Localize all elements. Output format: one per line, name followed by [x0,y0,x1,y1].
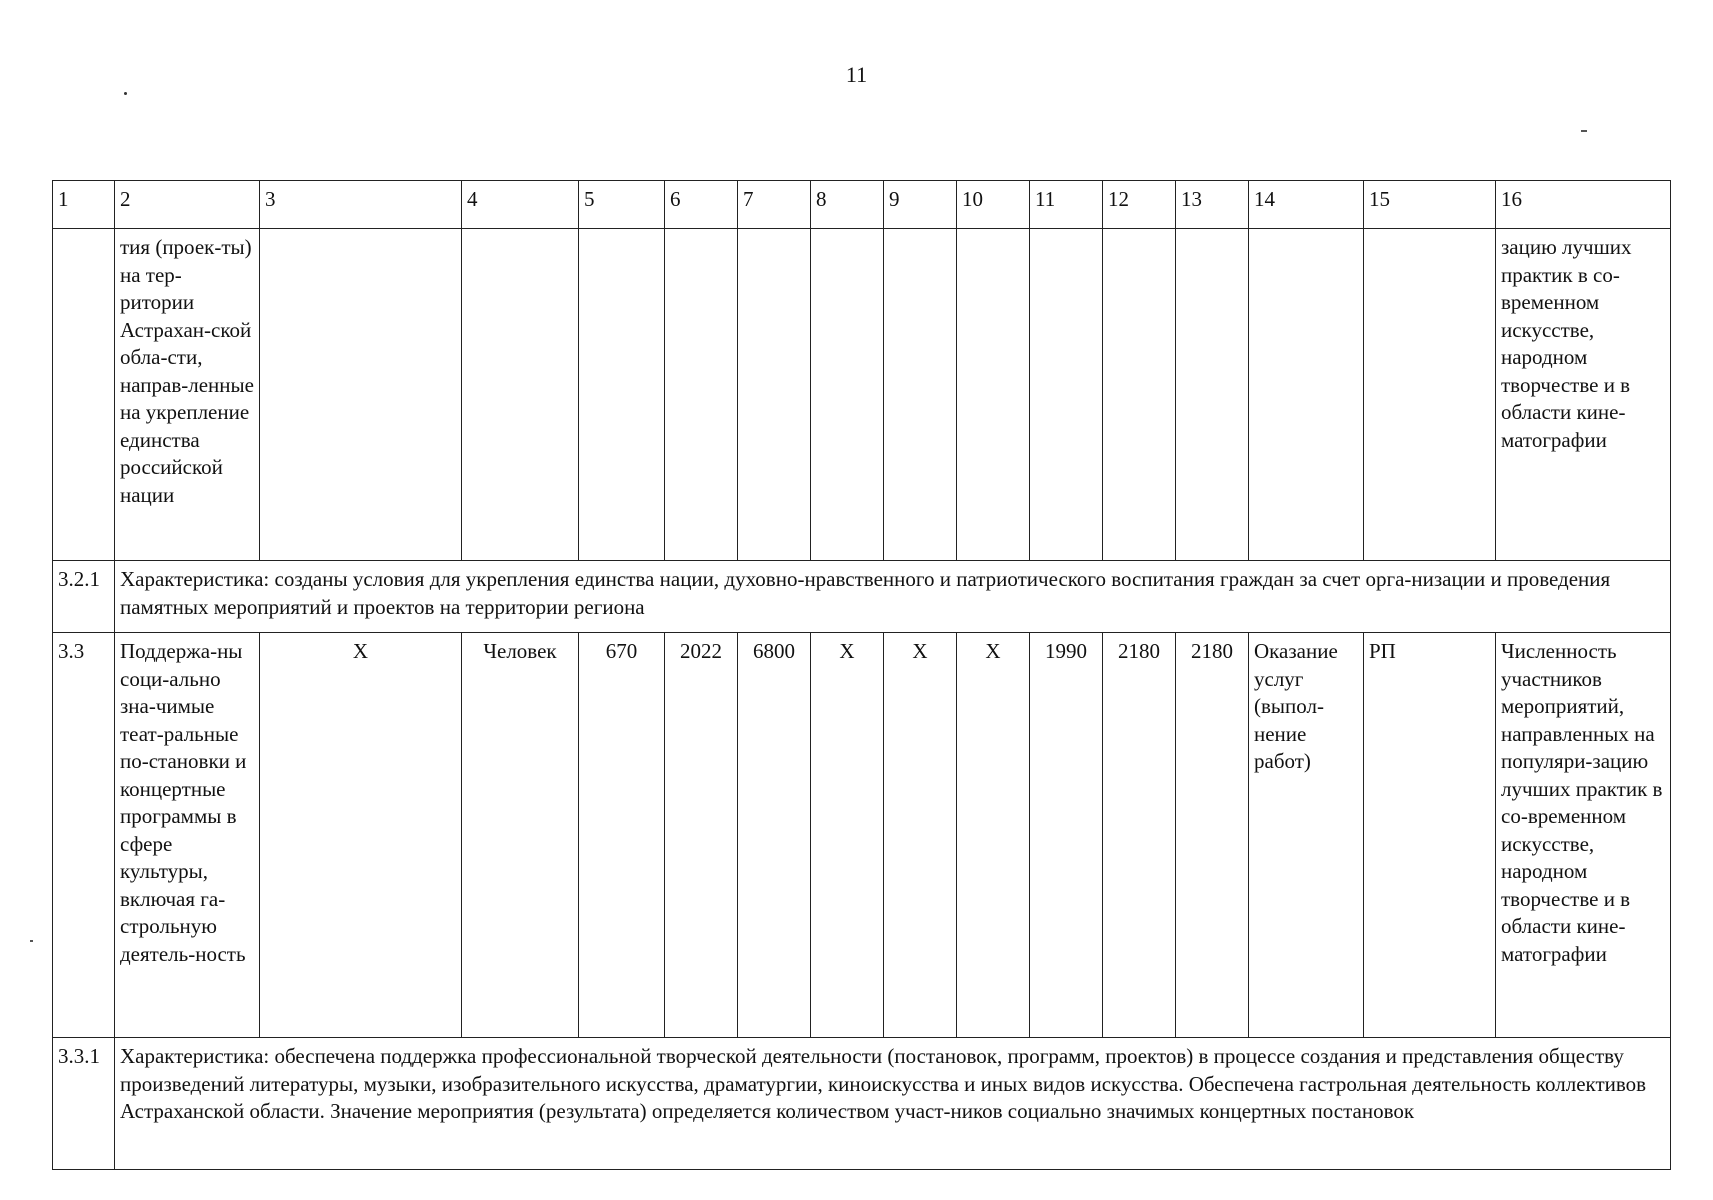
header-cell: 10 [957,181,1030,229]
activity-name-continued: тия (проек-ты) на тер-ритории Астрахан-ской обла-сти, направ-ленные на укрепление единства российской нации [115,229,260,561]
indicator-cell: Численность участников мероприятий, направленных на популяри-зацию лучших практик в со-временном искусстве, народном творчестве и в области кине-матографии [1496,633,1671,1038]
indicators-table [52,180,1671,1170]
characteristic-text: Характеристика: обеспечена поддержка профессиональной творческой деятельности (постановок, программ, проектов) в процессе создания и представления обществу произведений литературы, музыки, изобразительного искусства, драматургии, киноискусства и иных видов искусства. Обеспечена гастрольная деятельность коллективов Астраханской области. Значение мероприятия (результата) определяется количеством участ-ников социально значимых концертных постановок [115,1038,1671,1170]
table-cell: X [811,633,884,1038]
table-cell: 1990 [1030,633,1103,1038]
header-cell: 7 [738,181,811,229]
table-cell: 670 [579,633,665,1038]
activity-name: Поддержа-ны соци-ально зна-чимые теат-ральные по-становки и концертные программы в сфере культуры, включая га-строльную деятель-ность [115,633,260,1038]
table-cell [738,229,811,561]
table-cell: 2180 [1176,633,1249,1038]
table-cell [53,229,115,561]
characteristic-text: Характеристика: созданы условия для укрепления единства нации, духовно-нравственного и патриотического воспитания граждан за счет орга-низации и проведения памятных мероприятий и проектов на территории региона [115,561,1671,633]
page-number: 11 [845,62,868,87]
row-number: 3.3.1 [53,1038,115,1170]
header-cell: 1 [53,181,115,229]
header-cell: 16 [1496,181,1671,229]
table-cell: 2180 [1103,633,1176,1038]
scan-speck [124,92,127,95]
table-cell: X [260,633,462,1038]
table-cell: РП [1364,633,1496,1038]
table-cell [1364,229,1496,561]
table-cell [579,229,665,561]
table-cell: X [884,633,957,1038]
table-row [53,633,1671,1038]
header-cell: 9 [884,181,957,229]
table-row [53,229,1671,561]
table-cell [462,229,579,561]
header-cell: 8 [811,181,884,229]
header-cell: 15 [1364,181,1496,229]
table-cell [260,229,462,561]
type-cell: Оказание услуг (выпол-нение работ) [1249,633,1364,1038]
row-number: 3.2.1 [53,561,115,633]
header-cell: 3 [260,181,462,229]
unit-cell: Человек [462,633,579,1038]
table-row [53,561,1671,633]
header-row [53,181,1671,229]
table-row [53,1038,1671,1170]
table-cell [1030,229,1103,561]
indicator-continued: зацию лучших практик в со-временном искусстве, народном творчестве и в области кине-матографии [1496,229,1671,561]
row-number: 3.3 [53,633,115,1038]
table-cell [1176,229,1249,561]
header-cell: 6 [665,181,738,229]
header-cell: 2 [115,181,260,229]
header-cell: 14 [1249,181,1364,229]
scan-speck [30,940,33,942]
header-cell: 13 [1176,181,1249,229]
header-cell: 11 [1030,181,1103,229]
header-cell: 12 [1103,181,1176,229]
table-cell [1103,229,1176,561]
table-cell [665,229,738,561]
table-cell [957,229,1030,561]
scan-speck [1581,130,1587,132]
table-cell [884,229,957,561]
table-cell: X [957,633,1030,1038]
header-cell: 5 [579,181,665,229]
table-cell [1249,229,1364,561]
table-cell: 2022 [665,633,738,1038]
header-cell: 4 [462,181,579,229]
table-cell: 6800 [738,633,811,1038]
table-cell [811,229,884,561]
